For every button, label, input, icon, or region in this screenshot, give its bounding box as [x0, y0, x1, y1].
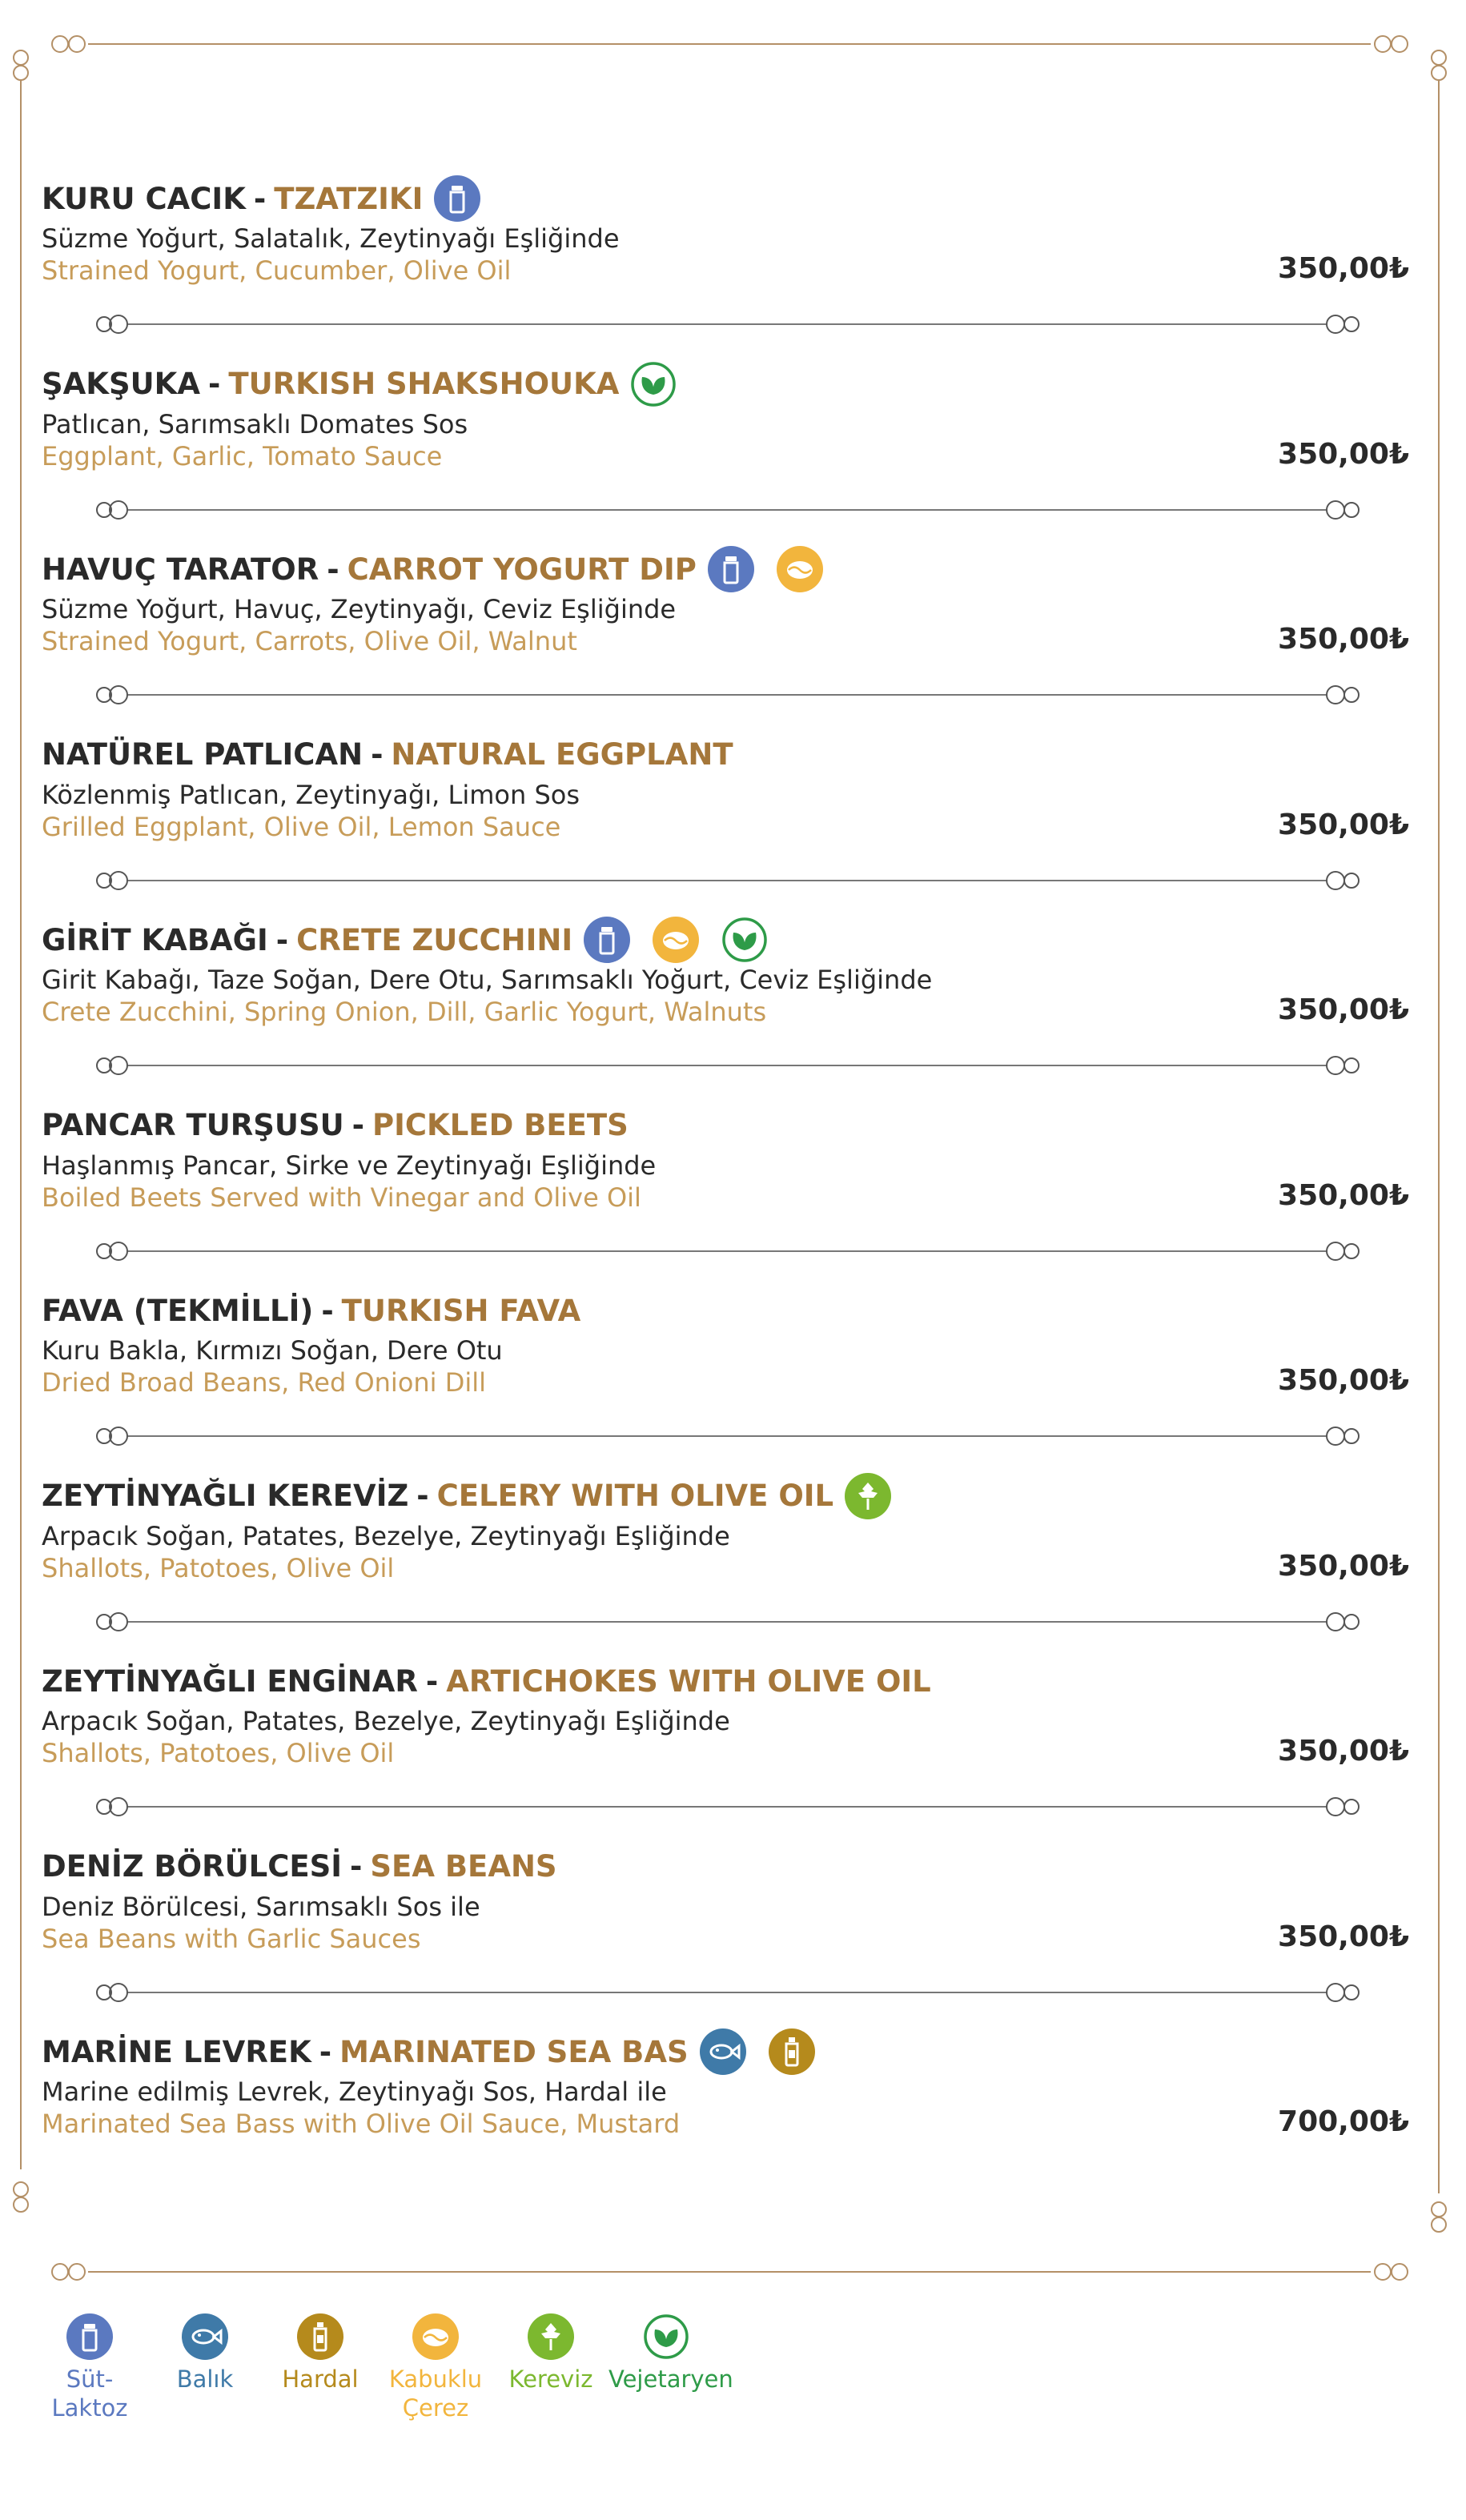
item-name-tr: HAVUÇ TARATOR — [42, 552, 319, 587]
legend-label: Balık — [176, 2366, 234, 2393]
item-name-en: SEA BEANS — [370, 1849, 557, 1884]
fish-icon — [700, 2028, 746, 2075]
milk-bottle-icon — [434, 175, 480, 222]
celery-leaf-icon — [845, 1473, 891, 1519]
vegetarian-leaf-icon — [643, 2313, 689, 2360]
item-name-tr: MARİNE LEVREK — [42, 2034, 311, 2069]
title-separator: - — [207, 367, 221, 401]
item-name-en: NATURAL EGGPLANT — [391, 737, 733, 772]
item-title — [42, 175, 1419, 223]
item-description-en: Grilled Eggplant, Olive Oil, Lemon Sauce — [42, 811, 561, 842]
menu-item — [42, 2028, 1419, 2140]
item-divider — [90, 869, 1363, 893]
legend-item-milk — [32, 2313, 147, 2422]
item-description-en: Strained Yogurt, Cucumber, Olive Oil — [42, 255, 512, 286]
item-divider — [90, 1424, 1363, 1448]
item-description-en: Marinated Sea Bass with Olive Oil Sauce, Mustard — [42, 2109, 681, 2139]
walnut-icon — [412, 2313, 459, 2360]
item-description-tr: Közlenmiş Patlıcan, Zeytinyağı, Limon Sos — [42, 779, 580, 810]
menu-item — [42, 1286, 1419, 1398]
item-divider — [90, 1610, 1363, 1634]
menu-item — [42, 360, 1419, 472]
legend-label: Vejetaryen — [608, 2366, 733, 2393]
item-price: 350,00₺ — [1278, 1178, 1409, 1212]
item-name-tr: ŞAKŞUKA — [42, 367, 200, 401]
item-divider — [90, 1980, 1363, 2004]
item-title — [42, 1657, 1419, 1705]
item-price: 350,00₺ — [1278, 808, 1409, 841]
item-name-en: PICKLED BEETS — [372, 1108, 629, 1142]
item-name-tr: PANCAR TURŞUSU — [42, 1108, 344, 1142]
item-description-en: Boiled Beets Served with Vinegar and Olive Oil — [42, 1182, 641, 1213]
allergen-legend — [32, 2313, 733, 2422]
allergen-icons — [708, 546, 845, 592]
allergen-icons — [845, 1473, 914, 1519]
item-title — [42, 360, 1419, 408]
item-name-en: TURKISH FAVA — [341, 1293, 581, 1328]
item-description-tr: Arpacık Soğan, Patates, Bezelye, Zeytinyağı Eşliğinde — [42, 1706, 730, 1736]
item-name-tr: GİRİT KABAĞI — [42, 922, 268, 957]
title-separator: - — [275, 922, 289, 957]
item-description-tr: Süzme Yoğurt, Havuç, Zeytinyağı, Ceviz Eşliğinde — [42, 594, 677, 624]
item-description-en: Crete Zucchini, Spring Onion, Dill, Garlic Yogurt, Walnuts — [42, 997, 767, 1027]
item-name-en: CELERY WITH OLIVE OIL — [436, 1479, 834, 1513]
legend-label: Kereviz — [508, 2366, 593, 2393]
vegetarian-leaf-icon — [630, 361, 677, 407]
item-title — [42, 545, 1419, 593]
item-description-en: Shallots, Patotoes, Olive Oil — [42, 1552, 395, 1583]
item-description-tr: Marine edilmiş Levrek, Zeytinyağı Sos, Hardal ile — [42, 2077, 667, 2107]
item-price: 350,00₺ — [1278, 252, 1409, 285]
allergen-icons — [434, 175, 503, 222]
title-separator: - — [327, 552, 339, 587]
item-name-tr: KURU CACIK — [42, 181, 246, 216]
allergen-icons — [700, 2028, 837, 2075]
item-title — [42, 1472, 1419, 1520]
item-description-en: Sea Beans with Garlic Sauces — [42, 1923, 421, 1954]
walnut-icon — [777, 546, 823, 592]
title-separator: - — [416, 1479, 429, 1513]
item-divider — [90, 1239, 1363, 1263]
menu-item — [42, 175, 1419, 287]
legend-item-nut — [378, 2313, 493, 2422]
walnut-icon — [653, 917, 699, 963]
item-description-tr: Patlıcan, Sarımsaklı Domates Sos — [42, 408, 468, 439]
legend-item-celery — [493, 2313, 608, 2422]
title-separator: - — [253, 181, 267, 216]
milk-bottle-icon — [584, 917, 630, 963]
menu-item — [42, 916, 1419, 1028]
item-description-en: Dried Broad Beans, Red Onioni Dill — [42, 1367, 487, 1398]
item-description-tr: Haşlanmış Pancar, Sirke ve Zeytinyağı Eşliğinde — [42, 1150, 657, 1181]
legend-label: Hardal — [282, 2366, 359, 2393]
item-description-en: Eggplant, Garlic, Tomato Sauce — [42, 440, 443, 471]
item-description-tr: Girit Kabağı, Taze Soğan, Dere Otu, Sarımsaklı Yoğurt, Ceviz Eşliğinde — [42, 965, 933, 995]
item-price: 350,00₺ — [1278, 1735, 1409, 1768]
mustard-bottle-icon — [297, 2313, 343, 2360]
item-title — [42, 2028, 1419, 2076]
celery-leaf-icon — [528, 2313, 574, 2360]
item-price: 350,00₺ — [1278, 623, 1409, 656]
menu-item — [42, 1472, 1419, 1584]
title-separator: - — [371, 737, 384, 772]
menu-item — [42, 1843, 1419, 1955]
item-price: 700,00₺ — [1278, 2105, 1409, 2138]
item-divider — [90, 498, 1363, 522]
menu-item — [42, 731, 1419, 843]
item-description-tr: Süzme Yoğurt, Salatalık, Zeytinyağı Eşliğinde — [42, 223, 620, 254]
item-name-tr: ZEYTİNYAĞLI KEREVİZ — [42, 1479, 409, 1513]
item-price: 350,00₺ — [1278, 1364, 1409, 1397]
legend-label: Süt-Laktoz — [51, 2366, 128, 2422]
title-separator: - — [351, 1108, 365, 1142]
item-title — [42, 731, 1419, 779]
item-description-tr: Arpacık Soğan, Patates, Bezelye, Zeytinyağı Eşliğinde — [42, 1520, 730, 1551]
fish-icon — [182, 2313, 228, 2360]
item-description-en: Shallots, Patotoes, Olive Oil — [42, 1738, 395, 1768]
item-name-en: ARTICHOKES WITH OLIVE OIL — [446, 1663, 931, 1699]
legend-label: Kabuklu Çerez — [388, 2366, 483, 2422]
item-name-en: CARROT YOGURT DIP — [347, 552, 697, 587]
item-title — [42, 1101, 1419, 1150]
item-name-tr: ZEYTİNYAĞLI ENGİNAR — [42, 1663, 418, 1699]
item-divider — [90, 312, 1363, 336]
legend-item-vegetarian — [608, 2313, 733, 2422]
menu-item — [42, 1657, 1419, 1769]
item-description-en: Strained Yogurt, Carrots, Olive Oil, Walnut — [42, 626, 577, 656]
item-name-en: TZATZIKI — [274, 181, 424, 216]
legend-item-fish — [147, 2313, 263, 2422]
vegetarian-leaf-icon — [721, 917, 768, 963]
allergen-icons — [584, 917, 790, 963]
item-price: 350,00₺ — [1278, 1920, 1409, 1953]
item-name-tr: FAVA (TEKMİLLİ) — [42, 1293, 314, 1328]
item-name-en: MARINATED SEA BAS — [339, 2034, 689, 2069]
item-name-tr: DENİZ BÖRÜLCESİ — [42, 1849, 343, 1884]
item-title — [42, 916, 1419, 964]
item-price: 350,00₺ — [1278, 1549, 1409, 1583]
item-title — [42, 1843, 1419, 1891]
item-price: 350,00₺ — [1278, 993, 1409, 1026]
title-separator: - — [321, 1293, 334, 1328]
item-price: 350,00₺ — [1278, 437, 1409, 471]
item-description-tr: Deniz Börülcesi, Sarımsaklı Sos ile — [42, 1891, 480, 1922]
title-separator: - — [350, 1849, 363, 1884]
item-title — [42, 1286, 1419, 1334]
item-name-en: TURKISH SHAKSHOUKA — [228, 367, 620, 401]
item-name-en: CRETE ZUCCHINI — [296, 922, 573, 957]
title-separator: - — [319, 2034, 332, 2069]
milk-bottle-icon — [66, 2313, 113, 2360]
item-description-tr: Kuru Bakla, Kırmızı Soğan, Dere Otu — [42, 1335, 503, 1366]
menu-item — [42, 1101, 1419, 1214]
mustard-bottle-icon — [769, 2028, 815, 2075]
milk-bottle-icon — [708, 546, 754, 592]
title-separator: - — [425, 1663, 439, 1699]
item-divider — [90, 683, 1363, 707]
item-divider — [90, 1053, 1363, 1077]
item-name-tr: NATÜREL PATLICAN — [42, 737, 363, 772]
allergen-icons — [630, 361, 699, 407]
item-divider — [90, 1795, 1363, 1819]
legend-item-mustard — [263, 2313, 378, 2422]
menu-item — [42, 545, 1419, 657]
